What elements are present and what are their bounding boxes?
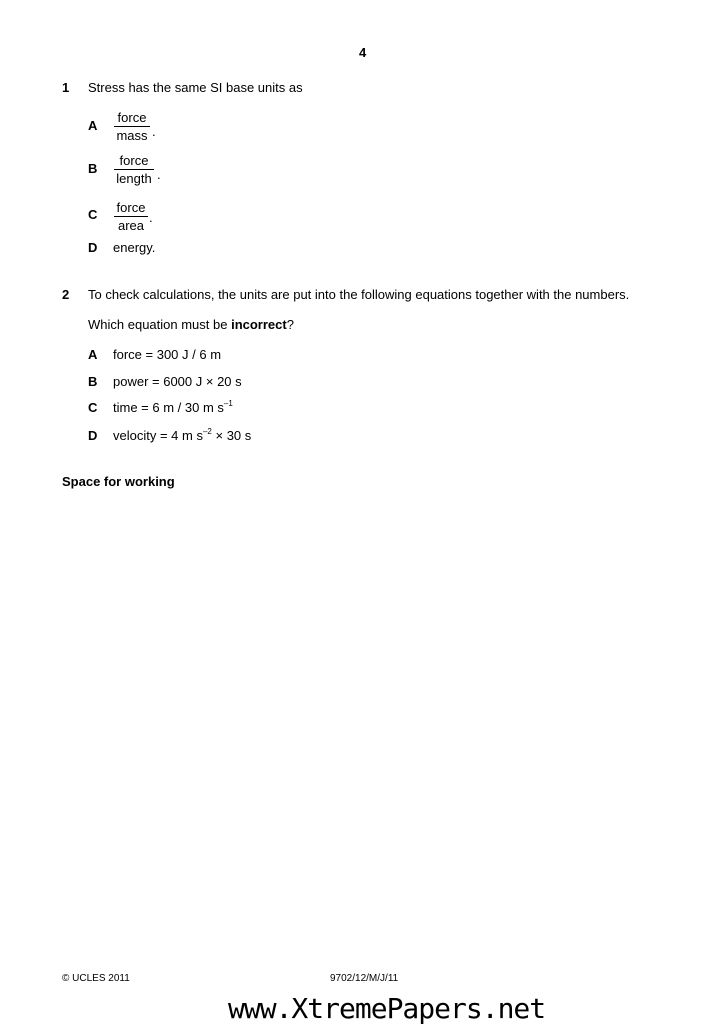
footer-paper-code: 9702/12/M/J/11 [330,973,399,984]
q1-option-d-text: energy. [113,240,156,255]
q1-option-a-denominator: mass [116,128,148,143]
q2-option-d-text-main: velocity = 4 m s [113,428,203,443]
working-space-label: Space for working [62,474,175,489]
question-2-emphasis: incorrect [231,317,287,332]
times-symbol: × [205,374,214,389]
q2-option-a-label: A [88,347,98,362]
q2-option-b-text-start: power = 6000 J [113,374,206,389]
times-symbol: × [215,428,224,443]
q2-option-d-label: D [88,428,98,443]
q1-option-a-period: . [152,124,156,139]
fraction-bar [114,126,150,127]
question-1-number: 1 [62,80,70,95]
fraction-bar [114,169,154,170]
q1-option-b-period: . [157,167,161,182]
q2-option-d-text-end: 30 s [223,428,252,443]
question-2-prompt-end: ? [286,317,294,332]
fraction-bar [114,216,148,217]
question-2-prompt-text: Which equation must be [88,317,232,332]
question-1-stem: Stress has the same SI base units as [88,80,303,95]
q1-option-b-fraction [114,153,154,186]
q2-option-c-label: C [88,400,98,415]
q2-option-a-text: force = 300 J / 6 m [113,347,222,362]
q1-option-c-numerator: force [116,200,146,215]
q1-option-b-label: B [88,161,98,176]
question-2-number: 2 [62,287,70,302]
q2-option-d-exponent: –2 [202,427,212,436]
q2-option-c-text-main: time = 6 m / 30 m s [113,400,224,415]
q1-option-b-numerator: force [119,153,149,168]
q2-option-b-text [113,374,242,389]
page-number: 4 [359,45,367,60]
q2-option-c-text [113,400,233,415]
q1-option-b-denominator: length [116,171,152,186]
footer-copyright: © UCLES 2011 [62,973,130,984]
q2-option-d-text [113,428,251,443]
question-2-prompt [88,317,294,332]
footer-watermark-url[interactable]: www.XtremePapers.net [228,992,546,1025]
q2-option-b-text-end: 20 s [213,374,242,389]
q1-option-c-fraction [114,200,148,233]
q1-option-c-denominator: area [117,218,145,233]
q1-option-c-label: C [88,207,98,222]
q1-option-c-period: . [149,210,153,225]
q2-option-c-exponent: –1 [223,399,233,408]
question-2-stem: To check calculations, the units are put into the following equations together with the numbers. [88,287,630,302]
q2-option-b-label: B [88,374,98,389]
q1-option-a-numerator: force [117,110,147,125]
q1-option-d-label: D [88,240,98,255]
q1-option-a-fraction [114,110,150,143]
q1-option-a-label: A [88,118,98,133]
